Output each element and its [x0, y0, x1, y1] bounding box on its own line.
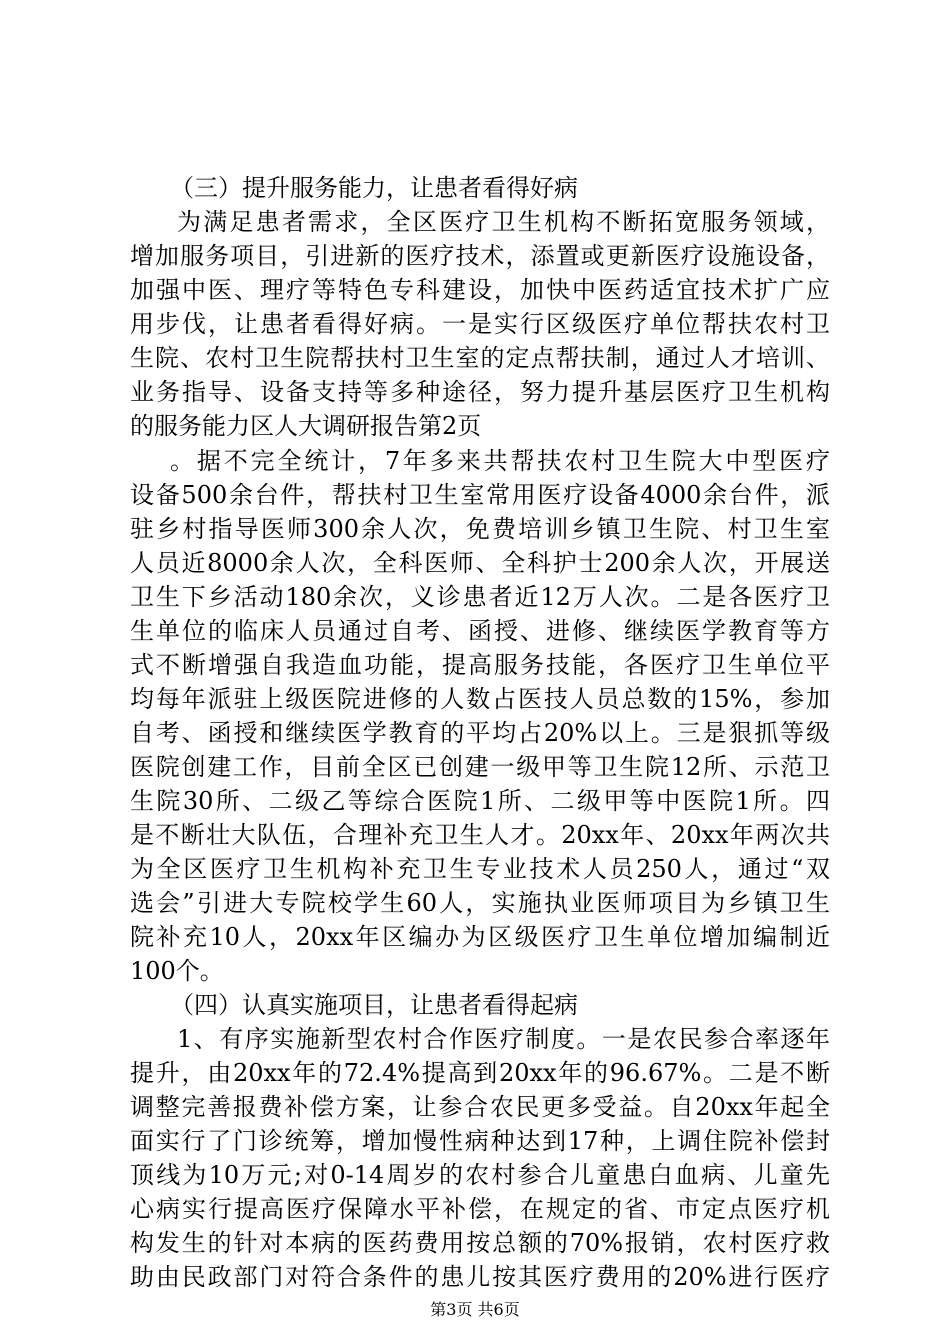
- section-heading-4: （四）认真实施项目，让患者看得起病: [170, 991, 578, 1019]
- paragraph-line: 心病实行提高医疗保障水平补偿，在规定的省、市定点医疗机: [130, 1195, 830, 1223]
- paragraph-line: 生单位的临床人员通过自考、函授、进修、继续医学教育等方: [130, 617, 830, 645]
- paragraph-line: 用步伐，让患者看得好病。一是实行区级医疗单位帮扶农村卫: [130, 310, 830, 338]
- paragraph-line: 是不断壮大队伍，合理补充卫生人才。20xx年、20xx年两次共: [130, 821, 830, 849]
- paragraph-line: 的服务能力区人大调研报告第2页: [130, 412, 482, 440]
- paragraph-line: 加强中医、理疗等特色专科建设，加快中医药适宜技术扩广应: [130, 276, 830, 304]
- paragraph-line: 自考、函授和继续医学教育的平均占20%以上。三是狠抓等级: [130, 719, 830, 747]
- paragraph-line: 助由民政部门对符合条件的患儿按其医疗费用的20%进行医疗: [130, 1263, 830, 1291]
- paragraph-line: 。据不完全统计，7年多来共帮扶农村卫生院大中型医疗: [170, 447, 830, 475]
- paragraph-line: 面实行了门诊统筹，增加慢性病种达到17种，上调住院补偿封: [130, 1127, 830, 1155]
- paragraph-line: 设备500余台件，帮扶村卫生室常用医疗设备4000余台件，派: [130, 481, 830, 509]
- paragraph-line: 驻乡村指导医师300余人次，免费培训乡镇卫生院、村卫生室: [130, 515, 830, 543]
- paragraph-line: 为全区医疗卫生机构补充卫生专业技术人员250人，通过“双: [130, 855, 830, 883]
- paragraph-line: 医院创建工作，目前全区已创建一级甲等卫生院12所、示范卫: [130, 753, 830, 781]
- paragraph-line: 均每年派驻上级医院进修的人数占医技人员总数的15%，参加: [130, 685, 830, 713]
- paragraph-line: 100个。: [130, 957, 224, 985]
- paragraph-line: 提升，由20xx年的72.4%提高到20xx年的96.67%。二是不断: [130, 1059, 830, 1087]
- paragraph-line: 人员近8000余人次，全科医师、全科护士200余人次，开展送: [130, 549, 830, 577]
- section-heading-3: （三）提升服务能力，让患者看得好病: [170, 174, 578, 202]
- paragraph-line: 业务指导、设备支持等多种途径，努力提升基层医疗卫生机构: [130, 378, 830, 406]
- paragraph-line: 构发生的针对本病的医药费用按总额的70%报销，农村医疗救: [130, 1229, 830, 1257]
- paragraph-line: 1、有序实施新型农村合作医疗制度。一是农民参合率逐年: [177, 1025, 830, 1053]
- paragraph-line: 调整完善报费补偿方案，让参合农民更多受益。自20xx年起全: [130, 1093, 830, 1121]
- paragraph-line: 生院30所、二级乙等综合医院1所、二级甲等中医院1所。四: [130, 787, 830, 815]
- paragraph-line: 顶线为10万元;对0-14周岁的农村参合儿童患白血病、儿童先: [130, 1161, 830, 1189]
- paragraph-line: 选会”引进大专院校学生60人，实施执业医师项目为乡镇卫生: [130, 889, 830, 917]
- paragraph-line: 生院、农村卫生院帮扶村卫生室的定点帮扶制，通过人才培训、: [130, 344, 830, 372]
- paragraph-line: 为满足患者需求，全区医疗卫生机构不断拓宽服务领域，: [177, 208, 830, 236]
- paragraph-line: 式不断增强自我造血功能，提高服务技能，各医疗卫生单位平: [130, 651, 830, 679]
- paragraph-line: 卫生下乡活动180余次，义诊患者近12万人次。二是各医疗卫: [130, 583, 830, 611]
- paragraph-line: 院补充10人，20xx年区编办为区级医疗卫生单位增加编制近: [130, 923, 830, 951]
- page-footer: 第3页 共6页: [430, 1300, 520, 1319]
- paragraph-line: 增加服务项目，引进新的医疗技术，添置或更新医疗设施设备，: [130, 242, 830, 270]
